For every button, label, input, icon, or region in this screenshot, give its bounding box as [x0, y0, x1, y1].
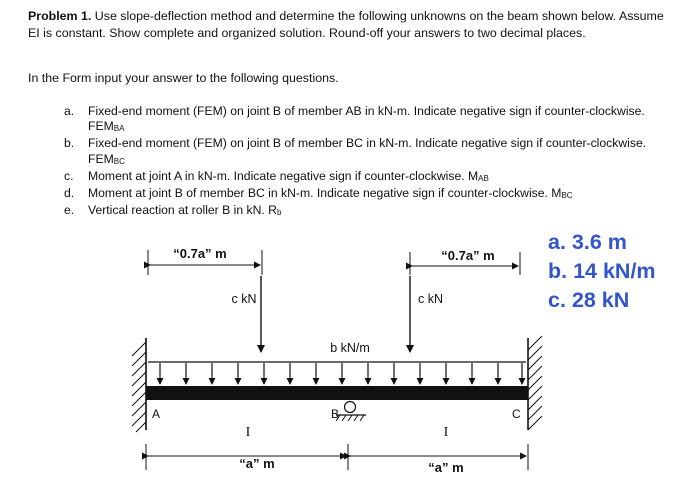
question-letter: d.: [64, 186, 75, 201]
fixed-support-right: [528, 336, 542, 430]
problem-heading: Problem 1.: [28, 9, 92, 23]
span-left-label: “a” m: [239, 456, 275, 471]
instruction-text: In the Form input your answer to the following questions.: [28, 71, 339, 85]
question-text: Fixed-end moment (FEM) on joint B of member BC in kN-m. Indicate negative sign if counter-clockwise. FEM: [88, 136, 647, 166]
question-text: Moment at joint B of member BC in kN-m. Indicate negative sign if counter-clockwise. M: [88, 186, 562, 201]
udl-label: b kN/m: [330, 341, 370, 355]
question-letter: a.: [64, 104, 75, 118]
joint-b-label: B: [331, 407, 340, 421]
udl-arrows: [160, 363, 522, 384]
question-subscript: AB: [478, 173, 489, 183]
question-text: Vertical reaction at roller B in kN. R: [88, 203, 277, 218]
dim-left-top-label: “0.7a” m: [173, 246, 227, 261]
question-text: Moment at joint A in kN-m. Indicate negative sign if counter-clockwise. M: [88, 168, 479, 183]
roller-support-b: [336, 402, 366, 422]
given-a: a. 3.6 m: [548, 230, 627, 254]
given-c: c. 28 kN: [548, 288, 630, 312]
given-values: [548, 228, 698, 315]
question-subscript: BC: [113, 156, 125, 166]
dimension-bottom: [146, 444, 528, 470]
dim-right-top-label: “0.7a” m: [441, 248, 495, 263]
joint-c-label: C: [512, 407, 521, 421]
point-load-left-label: c kN: [231, 292, 257, 306]
joint-a-label: A: [152, 407, 161, 421]
fixed-support-left: [132, 338, 146, 432]
span-right-label: “a” m: [428, 460, 464, 475]
inertia-left-label: I: [245, 425, 251, 440]
question-letter: b.: [64, 136, 75, 151]
question-letter: e.: [64, 203, 75, 218]
question-subscript: b: [276, 208, 282, 218]
question-subscript: BC: [561, 191, 573, 201]
question-letter: c.: [64, 168, 74, 183]
given-b: b. 14 kN/m: [548, 259, 656, 283]
beam: [146, 386, 528, 400]
problem-text: Use slope-deflection method and determine the following unknowns on the beam shown below. Assume EI is constant. Show complete and organized solution. Round-off your answers to two decimal places.: [28, 9, 664, 40]
question-text: Fixed-end moment (FEM) on joint B of member AB in kN-m. Indicate negative sign if counter-clockwise. FEM: [88, 104, 645, 134]
inertia-right-label: I: [443, 425, 449, 440]
point-load-right-label: c kN: [418, 292, 443, 306]
question-subscript: BA: [113, 124, 125, 134]
